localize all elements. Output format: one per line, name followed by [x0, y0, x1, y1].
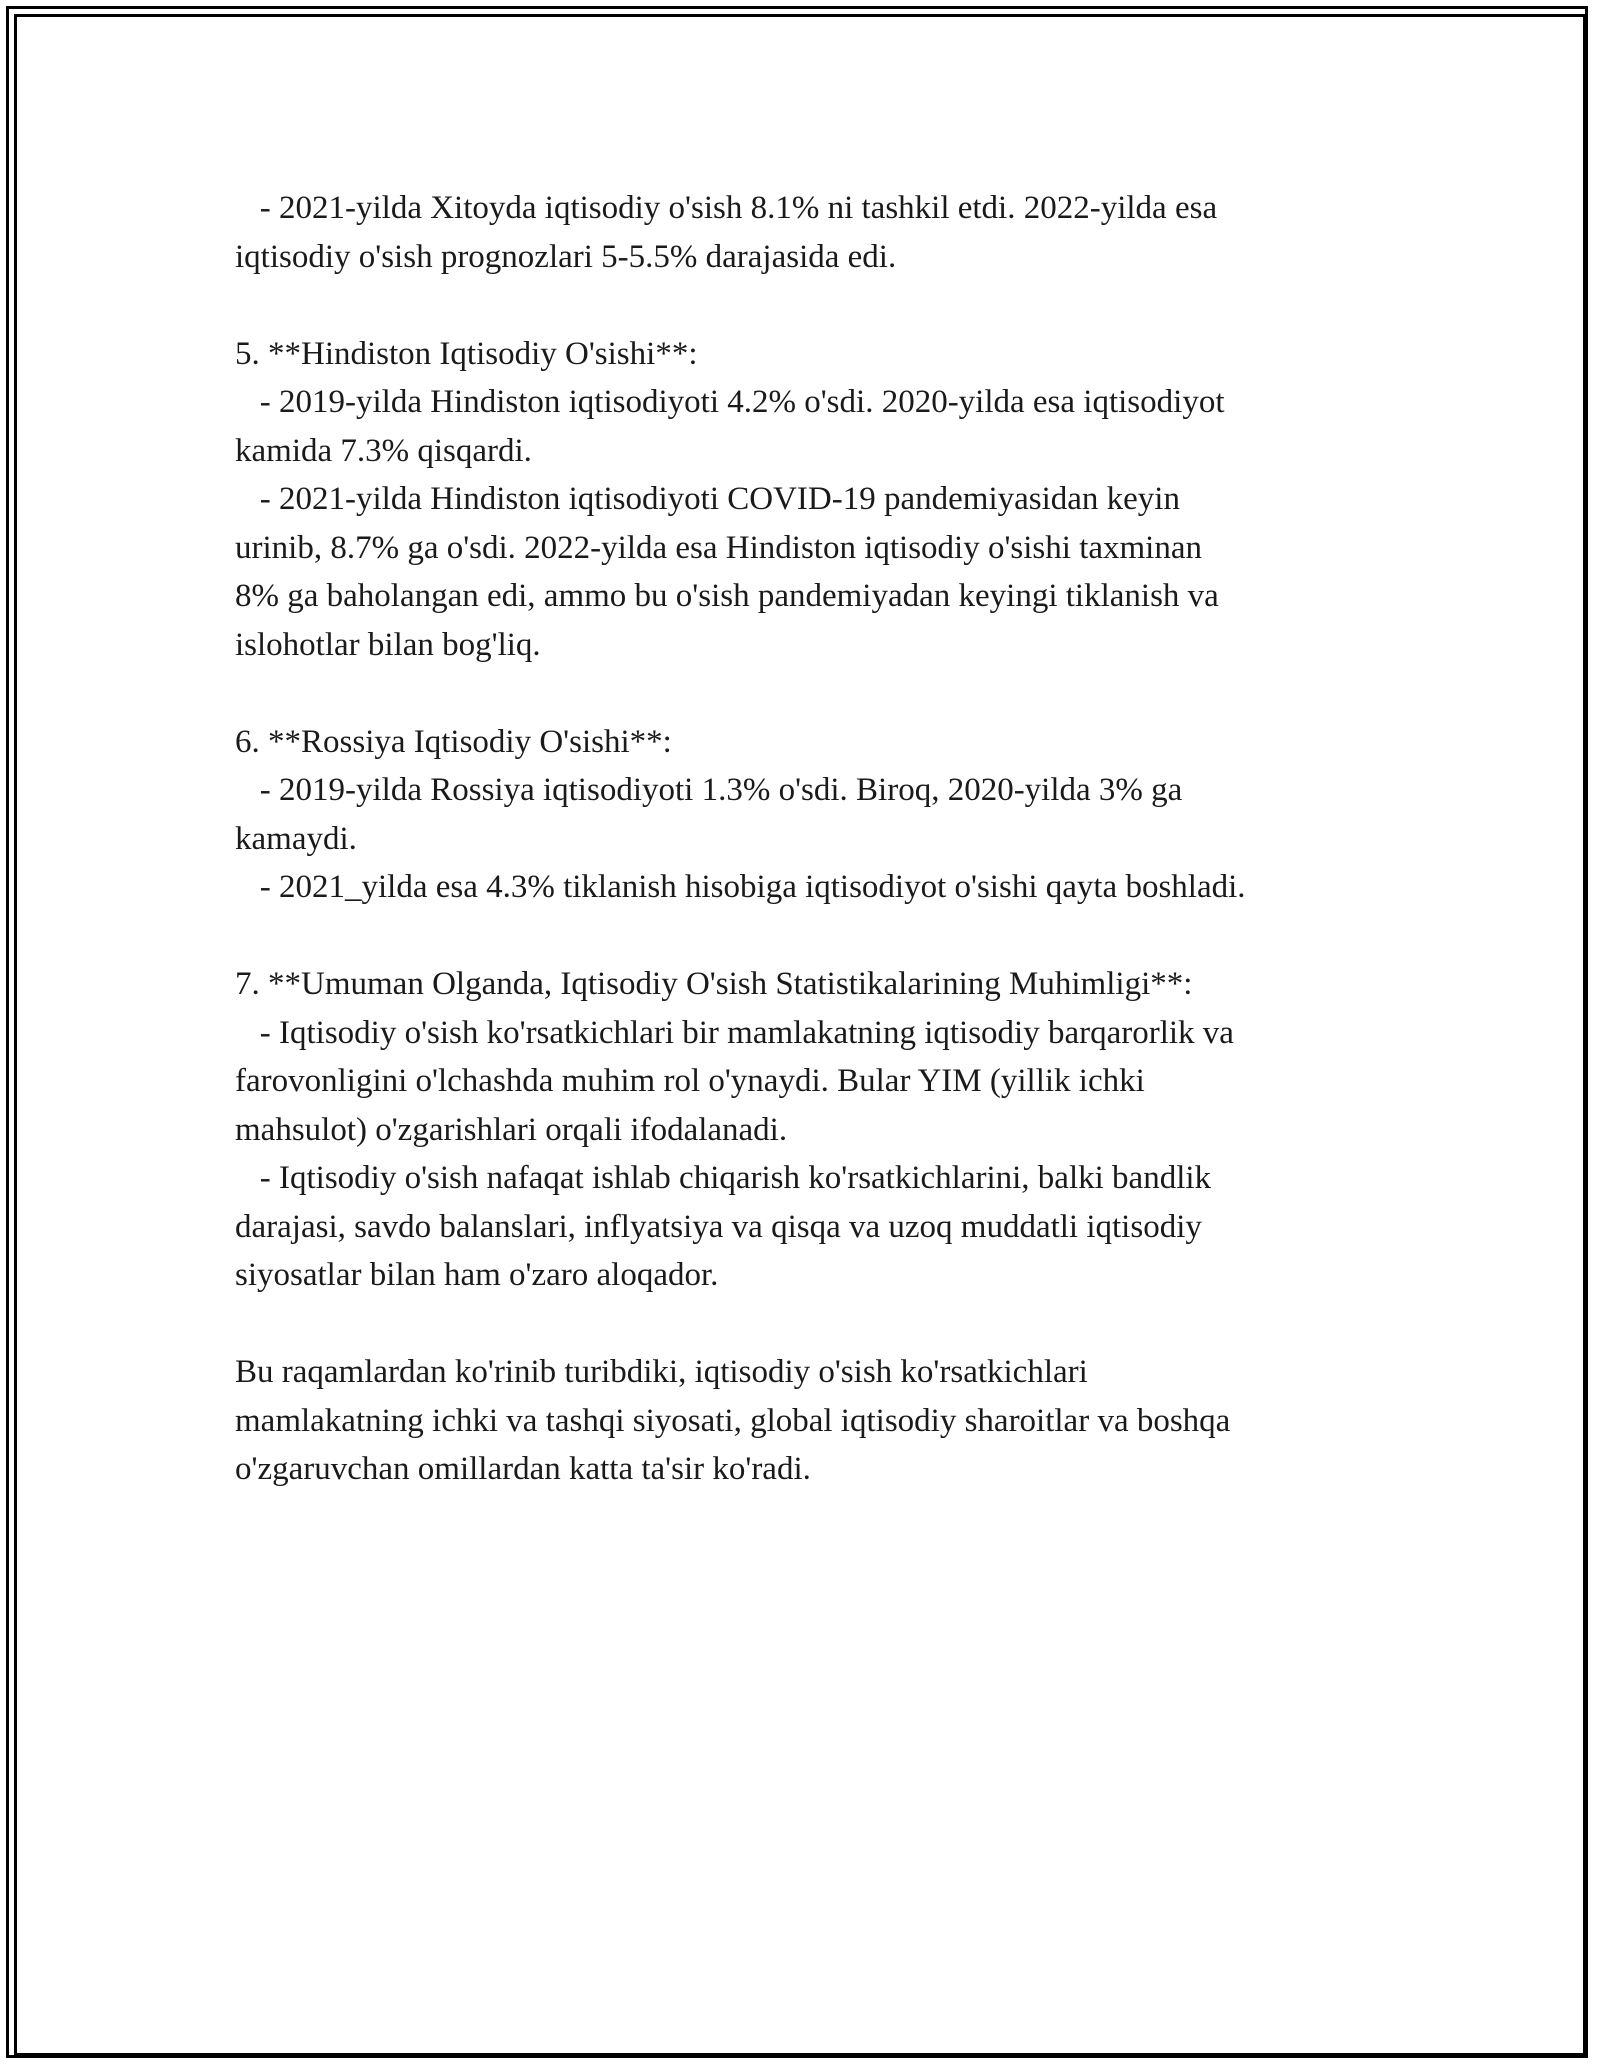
text-line: Bu raqamlardan ko'rinib turibdiki, iqtisodiy o'sish ko'rsatkichlari [235, 1354, 1088, 1390]
text-line: urinib, 8.7% ga o'sdi. 2022-yilda esa Hindiston iqtisodiy o'sishi taxminan [235, 529, 1202, 566]
text-line: darajasi, savdo balanslari, inflyatsiya va qisqa va uzoq muddatli iqtisodiy [235, 1208, 1202, 1245]
china-growth-continuation [235, 184, 1415, 281]
text-line: - 2021-yilda Hindiston iqtisodiyoti COVID-19 pandemiyasidan keyin [235, 481, 1180, 517]
text-line: farovonligini o'lchashda muhim rol o'ynaydi. Bular YIM (yillik ichki [235, 1063, 1145, 1099]
text-line: kamida 7.3% qisqardi. [235, 432, 532, 469]
text-line: - 2021_yilda esa 4.3% tiklanish hisobiga iqtisodiyot o'sishi qayta boshladi. [235, 869, 1246, 905]
section-heading: 7. **Umuman Olganda, Iqtisodiy O'sish Statistikalarining Muhimligi**: [235, 966, 1193, 1002]
text-line: kamaydi. [235, 820, 357, 857]
text-line: 8% ga baholangan edi, ammo bu o'sish pandemiyadan keyingi tiklanish va [235, 578, 1219, 614]
section-india-growth [235, 330, 1415, 670]
text-line: - Iqtisodiy o'sish ko'rsatkichlari bir mamlakatning iqtisodiy barqarorlik va [235, 1014, 1234, 1051]
section-russia-growth [235, 718, 1415, 912]
text-line: mamlakatning ichki va tashqi siyosati, global iqtisodiy sharoitlar va boshqa [235, 1402, 1231, 1439]
text-line: iqtisodiy o'sish prognozlari 5-5.5% darajasida edi. [235, 238, 897, 275]
text-line: siyosatlar bilan ham o'zaro aloqador. [235, 1257, 719, 1293]
conclusion-paragraph [235, 1348, 1415, 1494]
section-overall-importance [235, 960, 1415, 1300]
text-line: islohotlar bilan bog'liq. [235, 626, 541, 663]
text-line: mahsulot) o'zgarishlari orqali ifodalanadi. [235, 1111, 788, 1148]
section-heading: 6. **Rossiya Iqtisodiy O'sishi**: [235, 723, 672, 760]
text-line: - 2019-yilda Rossiya iqtisodiyoti 1.3% o'sdi. Biroq, 2020-yilda 3% ga [235, 772, 1183, 808]
section-heading: 5. **Hindiston Iqtisodiy O'sishi**: [235, 335, 698, 372]
text-line: - 2019-yilda Hindiston iqtisodiyoti 4.2% o'sdi. 2020-yilda esa iqtisodiyot [235, 384, 1225, 420]
text-line: - 2021-yilda Xitoyda iqtisodiy o'sish 8.1% ni tashkil etdi. 2022-yilda esa [235, 190, 1218, 226]
text-line: - Iqtisodiy o'sish nafaqat ishlab chiqarish ko'rsatkichlarini, balki bandlik [235, 1160, 1212, 1196]
text-line: o'zgaruvchan omillardan katta ta'sir ko'radi. [235, 1451, 811, 1487]
document-body [235, 184, 1415, 1542]
